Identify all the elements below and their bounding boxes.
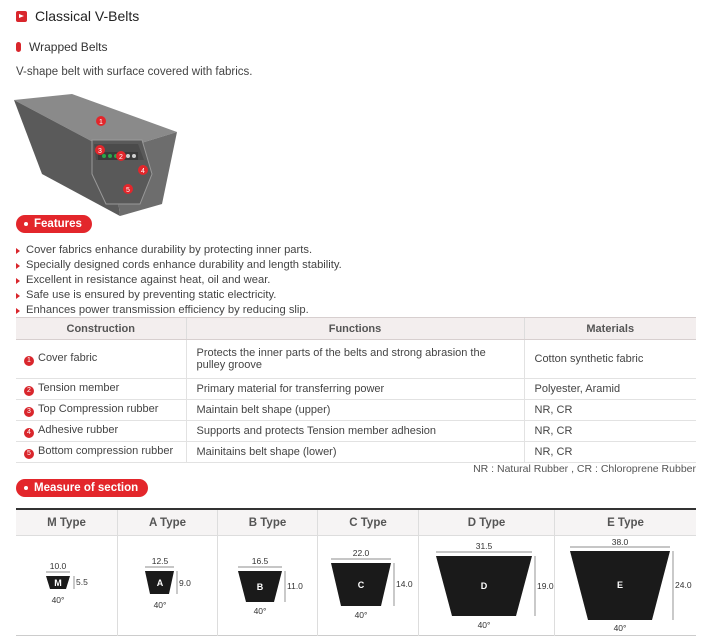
function-cell: Primary material for transferring power bbox=[186, 379, 524, 400]
construction-cell bbox=[16, 421, 186, 442]
top-width-label: 31.5 bbox=[475, 541, 493, 551]
number-badge-icon: 2 bbox=[24, 386, 34, 396]
belt-section-b bbox=[217, 536, 317, 636]
top-width-label: 22.0 bbox=[352, 548, 370, 558]
height-label: 9.0 bbox=[179, 578, 191, 588]
belt-letter: C bbox=[357, 580, 365, 590]
feature-item: Safe use is ensured by preventing static electricity. bbox=[16, 288, 342, 303]
function-cell: Mainitains belt shape (lower) bbox=[186, 442, 524, 463]
callout-2: 2 bbox=[119, 154, 123, 161]
type-header-a: A Type bbox=[117, 510, 217, 535]
top-width-label: 12.5 bbox=[151, 556, 169, 566]
table-header-row bbox=[16, 318, 696, 340]
col-header-materials: Materials bbox=[524, 318, 696, 340]
angle-label: 40° bbox=[354, 610, 368, 620]
dot-icon bbox=[24, 222, 28, 226]
belt-letter: A bbox=[156, 578, 164, 588]
belt-section-c bbox=[317, 536, 418, 636]
col-header-construction: Construction bbox=[16, 318, 186, 340]
rubber-abbreviation-note: NR : Natural Rubber , CR : Chloroprene Rubber bbox=[473, 463, 696, 475]
height-label: 11.0 bbox=[287, 581, 303, 591]
belt-letter: D bbox=[480, 581, 488, 591]
page-title-row bbox=[16, 8, 139, 24]
feature-item: Enhances power transmission efficiency by reducing slip. bbox=[16, 303, 342, 318]
height-label: 19.0 bbox=[537, 581, 554, 591]
features-list bbox=[16, 243, 342, 318]
material-cell: Cotton synthetic fabric bbox=[524, 340, 696, 379]
type-header-m: M Type bbox=[47, 516, 86, 529]
angle-label: 40° bbox=[613, 623, 627, 633]
function-cell: Protects the inner parts of the belts and strong abrasion the pulley groove bbox=[186, 340, 524, 379]
height-label: 14.0 bbox=[396, 579, 413, 589]
belt-section-d bbox=[418, 536, 554, 636]
belt-cross-section-diagram bbox=[12, 94, 177, 216]
description: V-shape belt with surface covered with fabrics. bbox=[16, 66, 253, 78]
callout-1: 1 bbox=[99, 119, 103, 126]
belt-section-a bbox=[117, 536, 217, 636]
construction-cell bbox=[16, 442, 186, 463]
height-label: 5.5 bbox=[76, 577, 88, 587]
measure-shapes-row bbox=[16, 536, 696, 636]
bullet-icon bbox=[16, 42, 21, 52]
function-cell: Maintain belt shape (upper) bbox=[186, 400, 524, 421]
callout-3: 3 bbox=[98, 148, 102, 155]
measure-section-table bbox=[16, 508, 696, 636]
type-header-c: C Type bbox=[317, 510, 418, 535]
construction-cell bbox=[16, 340, 186, 379]
table-row bbox=[16, 379, 696, 400]
features-label: Features bbox=[34, 218, 82, 230]
type-header-e: E Type bbox=[554, 510, 696, 535]
page-title: Classical V-Belts bbox=[35, 8, 140, 24]
col-header-functions: Functions bbox=[186, 318, 524, 340]
top-width-label: 38.0 bbox=[611, 537, 629, 547]
belt-letter: B bbox=[256, 582, 264, 592]
top-width-label: 10.0 bbox=[49, 561, 67, 571]
angle-label: 40° bbox=[253, 606, 267, 616]
table-row bbox=[16, 400, 696, 421]
construction-table bbox=[16, 317, 696, 463]
callout-5: 5 bbox=[126, 187, 130, 194]
section-title-row bbox=[16, 40, 108, 54]
number-badge-icon: 1 bbox=[24, 356, 34, 366]
material-cell: NR, CR bbox=[524, 400, 696, 421]
number-badge-icon: 5 bbox=[24, 449, 34, 459]
angle-label: 40° bbox=[51, 595, 65, 605]
top-width-label: 16.5 bbox=[251, 556, 269, 566]
construction-name: Adhesive rubber bbox=[38, 424, 119, 436]
number-badge-icon: 3 bbox=[24, 407, 34, 417]
material-cell: NR, CR bbox=[524, 442, 696, 463]
construction-name: Cover fabric bbox=[38, 352, 98, 364]
feature-item: Specially designed cords enhance durability and length stability. bbox=[16, 258, 342, 273]
construction-name: Top Compression rubber bbox=[38, 403, 159, 415]
angle-label: 40° bbox=[153, 600, 167, 610]
table-row bbox=[16, 442, 696, 463]
callout-4: 4 bbox=[141, 168, 145, 175]
belt-letter: E bbox=[616, 580, 624, 590]
belt-section-m bbox=[16, 536, 117, 636]
section-title: Wrapped Belts bbox=[29, 40, 108, 54]
construction-cell bbox=[16, 400, 186, 421]
type-header-d: D Type bbox=[418, 510, 554, 535]
angle-label: 40° bbox=[477, 620, 491, 630]
number-badge-icon: 4 bbox=[24, 428, 34, 438]
measure-badge bbox=[16, 479, 148, 497]
material-cell: Polyester, Aramid bbox=[524, 379, 696, 400]
type-header-b: B Type bbox=[217, 510, 317, 535]
feature-item: Excellent in resistance against heat, oil and wear. bbox=[16, 273, 342, 288]
material-cell: NR, CR bbox=[524, 421, 696, 442]
function-cell: Supports and protects Tension member adhesion bbox=[186, 421, 524, 442]
feature-item: Cover fabrics enhance durability by protecting inner parts. bbox=[16, 243, 342, 258]
construction-name: Tension member bbox=[38, 382, 120, 394]
table-row bbox=[16, 421, 696, 442]
construction-cell bbox=[16, 379, 186, 400]
dot-icon bbox=[24, 486, 28, 490]
measure-label: Measure of section bbox=[34, 482, 139, 494]
belt-letter: M bbox=[54, 578, 62, 588]
arrow-box-icon bbox=[16, 11, 27, 22]
belt-section-e bbox=[554, 536, 696, 636]
height-label: 24.0 bbox=[675, 580, 692, 590]
measure-header-row bbox=[16, 510, 696, 536]
table-row bbox=[16, 340, 696, 379]
construction-name: Bottom compression rubber bbox=[38, 445, 174, 457]
features-badge bbox=[16, 215, 92, 233]
